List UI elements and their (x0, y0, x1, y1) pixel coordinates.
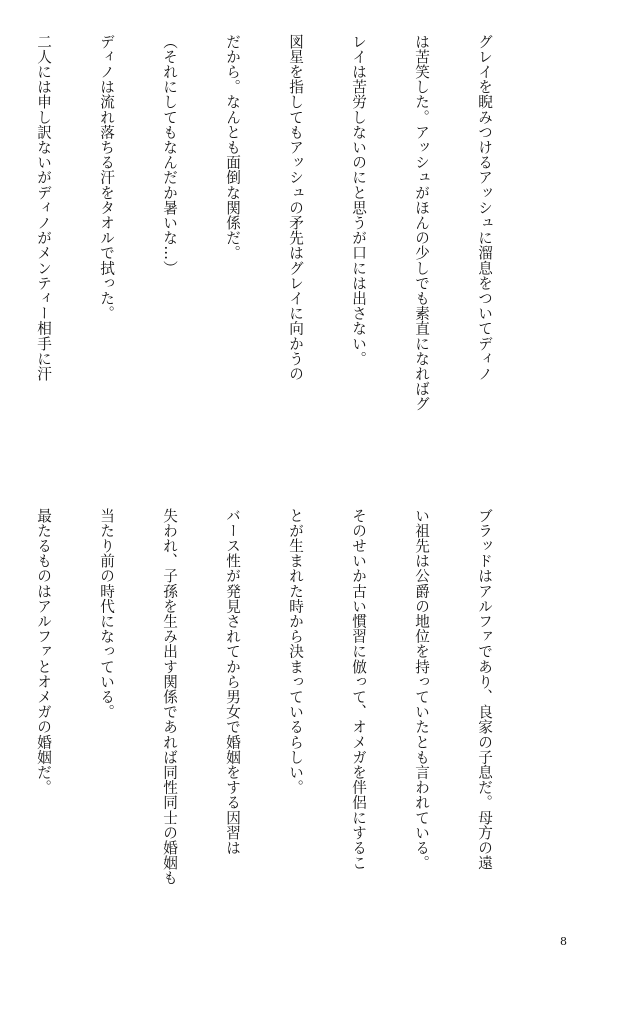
text-line: い祖先は公爵の地位を持っていたとも言われている。 (413, 508, 430, 871)
text-line: 当たり前の時代になっている。 (98, 508, 115, 720)
text-line: は苦笑した。アッシュがほんの少しでも素直になればグ (413, 34, 430, 412)
text-line: バース性が発見されてから男女で婚姻をする因習は (224, 508, 241, 856)
text-line: 失われ、子孫を生み出す関係であれば同性同士の婚姻も (161, 508, 178, 886)
text-line: レイは苦労しないのにと思うが口には出さない。 (350, 34, 367, 367)
text-line: 最たるものはアルファとオメガの婚姻だ。 (35, 508, 52, 795)
text-line: だから。なんとも面倒な関係だ。 (224, 34, 241, 261)
text-line: とが生まれた時から決まっているらしい。 (287, 508, 304, 795)
page-number: 8 (560, 935, 567, 948)
text-line: ディノは流れ落ちる汗をタオルで拭った。 (98, 34, 115, 321)
text-line: 二人には申し訳ないがディノがメンティー相手に汗 (35, 34, 52, 382)
upper-text-block (35, 34, 537, 500)
text-line: 図星を指してもアッシュの矛先はグレイに向かうの (287, 34, 304, 382)
text-line: ブラッドはアルファであり、良家の子息だ。母方の遠 (476, 508, 493, 871)
text-line: （それにしてもなんだか暑いな…） (161, 34, 178, 276)
text-line: グレイを睨みつけるアッシュに溜息をついてディノ (476, 34, 493, 382)
text-line: そのせいか古い慣習に倣って、オメガを伴侶にするこ (350, 508, 367, 871)
lower-text-block (35, 508, 537, 928)
